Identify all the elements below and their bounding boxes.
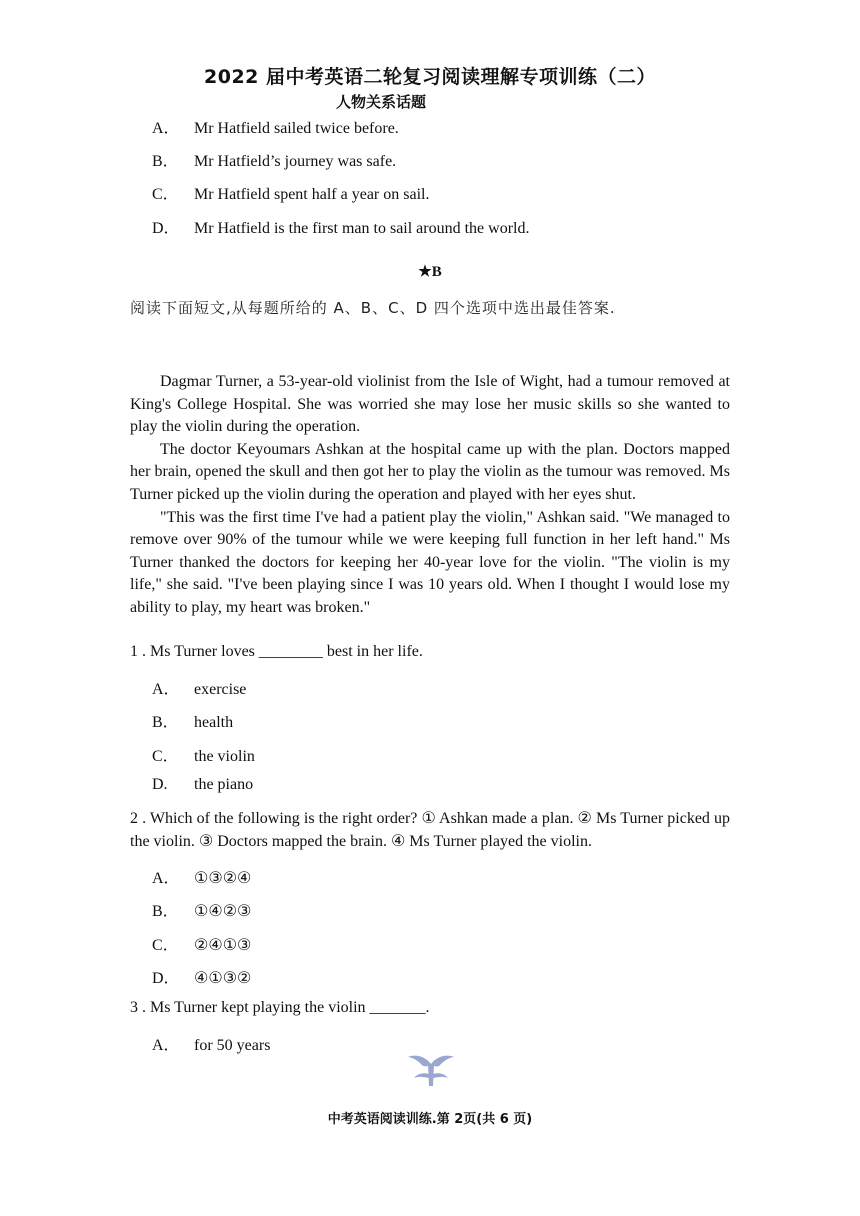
section-mark: ★B <box>418 264 442 280</box>
passage-paragraph-1: Dagmar Turner, a 53-year-old violinist from the Isle of Wight, had a tumour removed at King's College Hospital. She was worried she may lose her music skills so she wanted to play the violin during the operation. <box>130 373 730 436</box>
sprout-logo-icon <box>405 1050 457 1088</box>
prev-option-c: C． Mr Hatfield spent half a year on sail. <box>152 186 430 203</box>
q3-option-a: A． for 50 years <box>152 1037 271 1054</box>
q2-option-d: D． ④①③② <box>152 970 252 987</box>
page-footer: 中考英语阅读训练.第 2页(共 6 页) <box>327 1112 533 1127</box>
q1-option-d: D. the piano <box>152 776 254 793</box>
page-subtitle: 人物关系话题 <box>336 93 427 111</box>
prev-option-b: B． Mr Hatfield’s journey was safe. <box>152 153 397 170</box>
q1-option-c: C． the violin <box>152 748 255 765</box>
q2-option-b: B． ①④②③ <box>152 903 252 920</box>
question-1-stem: 1 . Ms Turner loves ________ best in her life. <box>130 643 423 660</box>
page-title: 2022 届中考英语二轮复习阅读理解专项训练（二） <box>204 66 656 88</box>
section-instruction: 阅读下面短文,从每题所给的 A、B、C、D 四个选项中选出最佳答案. <box>130 299 616 317</box>
reading-passage <box>130 371 730 620</box>
question-3-stem: 3 . Ms Turner kept playing the violin _______. <box>130 999 430 1016</box>
q2-option-c: C． ②④①③ <box>152 937 252 954</box>
question-2-stem: 2 . Which of the following is the right order? ① Ashkan made a plan. ② Ms Turner picked up the violin. ③ Doctors mapped the brain. ④ Ms Turner played the violin. <box>130 810 730 850</box>
prev-option-a: A． Mr Hatfield sailed twice before. <box>152 120 399 137</box>
q1-option-a: A． exercise <box>152 681 247 698</box>
passage-paragraph-2: The doctor Keyoumars Ashkan at the hospital came up with the plan. Doctors mapped her brain, opened the skull and then got her to play the violin as the tumour was removed. Ms Turner picked up the violin during the operation and played with her eyes shut. <box>130 440 730 503</box>
q1-option-b: B． health <box>152 714 234 731</box>
q2-option-a: A． ①③②④ <box>152 870 252 887</box>
passage-paragraph-3: "This was the first time I've had a patient play the violin," Ashkan said. "We managed to remove over 90% of the tumour while we were keeping full function in her left hand." Ms Turner thanked the doctors for keeping her 40-year love for the violin. "The violin is my life," she said. "I've been playing since I was 10 years old. When I thought I would lose my ability to play, my heart was broken." <box>130 508 730 616</box>
prev-option-d: D． Mr Hatfield is the first man to sail around the world. <box>152 220 530 237</box>
